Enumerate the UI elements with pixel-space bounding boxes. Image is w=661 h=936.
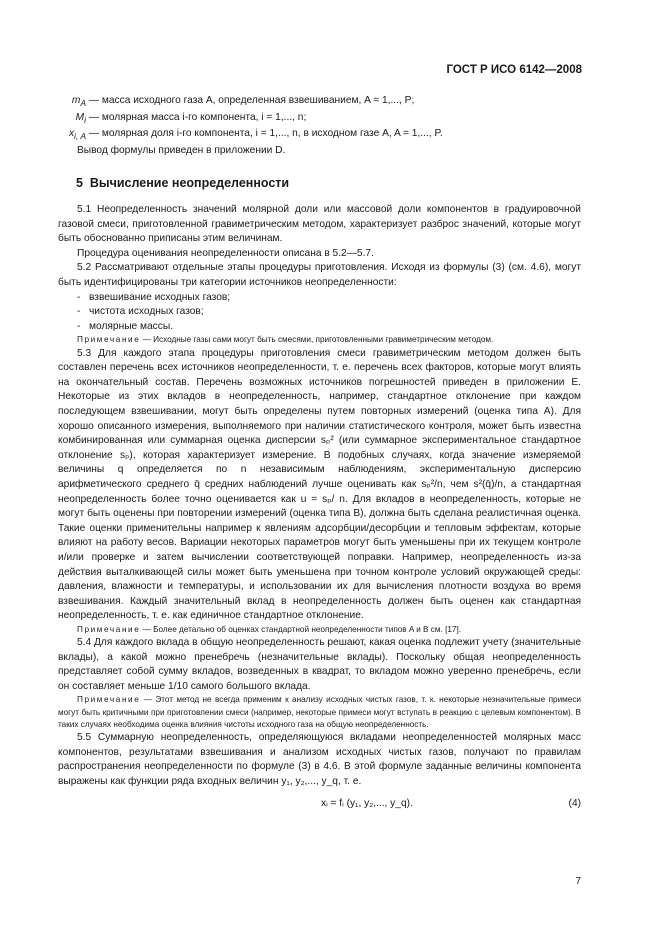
list-item: - взвешивание исходных газов; [77,291,231,303]
def-symbol: $M_i$ [75,111,86,125]
paragraph-5-3: 5.3 Для каждого этапа процедуры приготовления смеси гравиметрическим методом должен быть составлен перечень всех источников неопределенности, т. е. перечень всех факторов, которые могут влиять на окончательный состав. Перечень возможных источников погрешностей приведен в приложении E. Некоторые из этих вкладов в неопределенность, например, стандартное отклонение при каждом последующем взвешивании, могут быть определены путем повторных измерений (оценка типа A). Для хорошо описанного измерения, выполняемого при наличии статистического контроля, может быть известна комбинированная или суммарная оценка дисперсии sₚ² (или суммарное экспериментальное стандартное отклонение sₚ), которая характеризует измерение. В подобных случаях, когда значение измеряемой величины q определяется по n независимым наблюдениям, экспериментальную дисперсию арифметического среднего q̄ средних наблюдений лучше оценивать как sₚ²/n, чем s²(q̄)/n, а стандартная неопределенность более точно оценивается как u = sₚ/ n. Для вкладов в неопределенность, которые не могут быть оценены при повторении измерений (оценка типа B), должна быть сделана реалистичная оценка. Такие оценки применительны например к явлениям адсорбции/десорбции и тепловым эффектам, которые влияют на работу весов. Вариации некоторых параметров могут быть уменьшены при их текущем контроле и/или проверке и затем вычислении соответствующей поправки. Например, неопределенность из-за действия выталкивающей силы может быть уменьшена при точном контроле условий окружающей среды: давления, влажности и температуры, и использовании их для вычисления плотности воздуха во время взвешивания. Каждый значительный вклад в неопределенность должен быть оценен как стандартная неопределенность, т. е. как единичное стандартное отклонение. [58,347,581,622]
section-heading [76,176,581,191]
definition-molar-mass [58,111,581,128]
paragraph-5-2: 5.2 Рассматривают отдельные этапы процедуры приготовления. Исходя из формулы (3) (см. 4.6), могут быть идентифицированы три категории источников неопределенности: [58,262,581,289]
paragraph-5-1b: Процедура оценивания неопределенности описана в 5.2—5.7. [77,247,374,259]
definition-molar-fraction [58,127,581,144]
note-2 [58,624,581,636]
formula-number: (4) [568,798,581,810]
document-code: ГОСТ Р ИСО 6142—2008 [446,64,582,76]
section-title: Вычисление неопределенности [89,176,290,191]
def-symbol: $m_A$ [71,95,86,109]
note-3 [58,694,581,731]
note-text: — Этот метод не всегда применим к анализу исходных чистых газов, т. к. некоторые незначительные примеси могут быть критичными при приготовлении смеси (например, некоторые примеси могут вступать в реакцию с целевым компонентом). В таких случаях необходима оценка влияния чистоты исходного газа на общую неопределенность. [58,695,581,729]
definition-mass [58,94,581,111]
def-text: — молярная масса i-го компонента, i = 1,..., n; [88,111,307,123]
formula-4 [58,797,581,813]
note-text: — Более детально об оценках стандартной неопределенности типов A и B см. [17]. [140,624,461,634]
note-text: — Исходные газы сами могут быть смесями, приготовленными гравиметрическим методом. [140,335,494,345]
section-number: 5 [76,176,83,191]
note-label: Примечание [77,335,141,345]
page-body [58,94,581,813]
def-text: — масса исходного газа A, определенная взвешиванием, A = 1,..., P; [88,95,415,106]
paragraph-5-5: 5.5 Суммарную неопределенность, определяющуюся вкладами неопределенностей молярных масс компонентов, результатами взвешивания и анализом исходных чистых газов, получают по правилам распространения неопределенности по формуле (3) в 4.6. В этой формуле заданные величины компонента выражены как функции ряда входных величин y₁, y₂,..., y_q, т. е. [58,732,581,787]
list-item: - молярные массы. [77,320,174,332]
page-number: 7 [575,876,581,887]
note-label: Примечание [77,624,141,634]
paragraph-5-1: 5.1 Неопределенность значений молярной доли или массовой доли компонентов в градуировочной газовой смеси, приготовленной гравиметрическим методом, характеризует разброс значений, которые могут быть обоснованно приписаны этим величинам. [58,204,581,245]
def-text: — молярная доля i-го компонента, i = 1,..., n, в исходном газе A, A = 1,..., P. [88,128,443,140]
def-symbol: $x_{i, A}$ [68,128,86,142]
list-item: - чистота исходных газов; [77,306,204,318]
derivation-note: Вывод формулы приведен в приложении D. [77,144,286,156]
paragraph-5-4: 5.4 Для каждого вклада в общую неопределенность решают, какая оценка подлежит учету (значительные вклады), а какой можно пренебречь (незначительные вклады). Поскольку общая неопределенность представляет собой сумму вкладов, возведенных в квадрат, то вкладом можно уверенно пренебречь, если он составляет меньше 1/10 самого большого вклада. [58,637,581,692]
formula-expression: xᵢ = fᵢ (y₁, y₂,..., y_q). [321,798,413,810]
note-label: Примечание [77,695,141,705]
note-1 [58,334,581,346]
uncertainty-sources-list [58,291,581,335]
